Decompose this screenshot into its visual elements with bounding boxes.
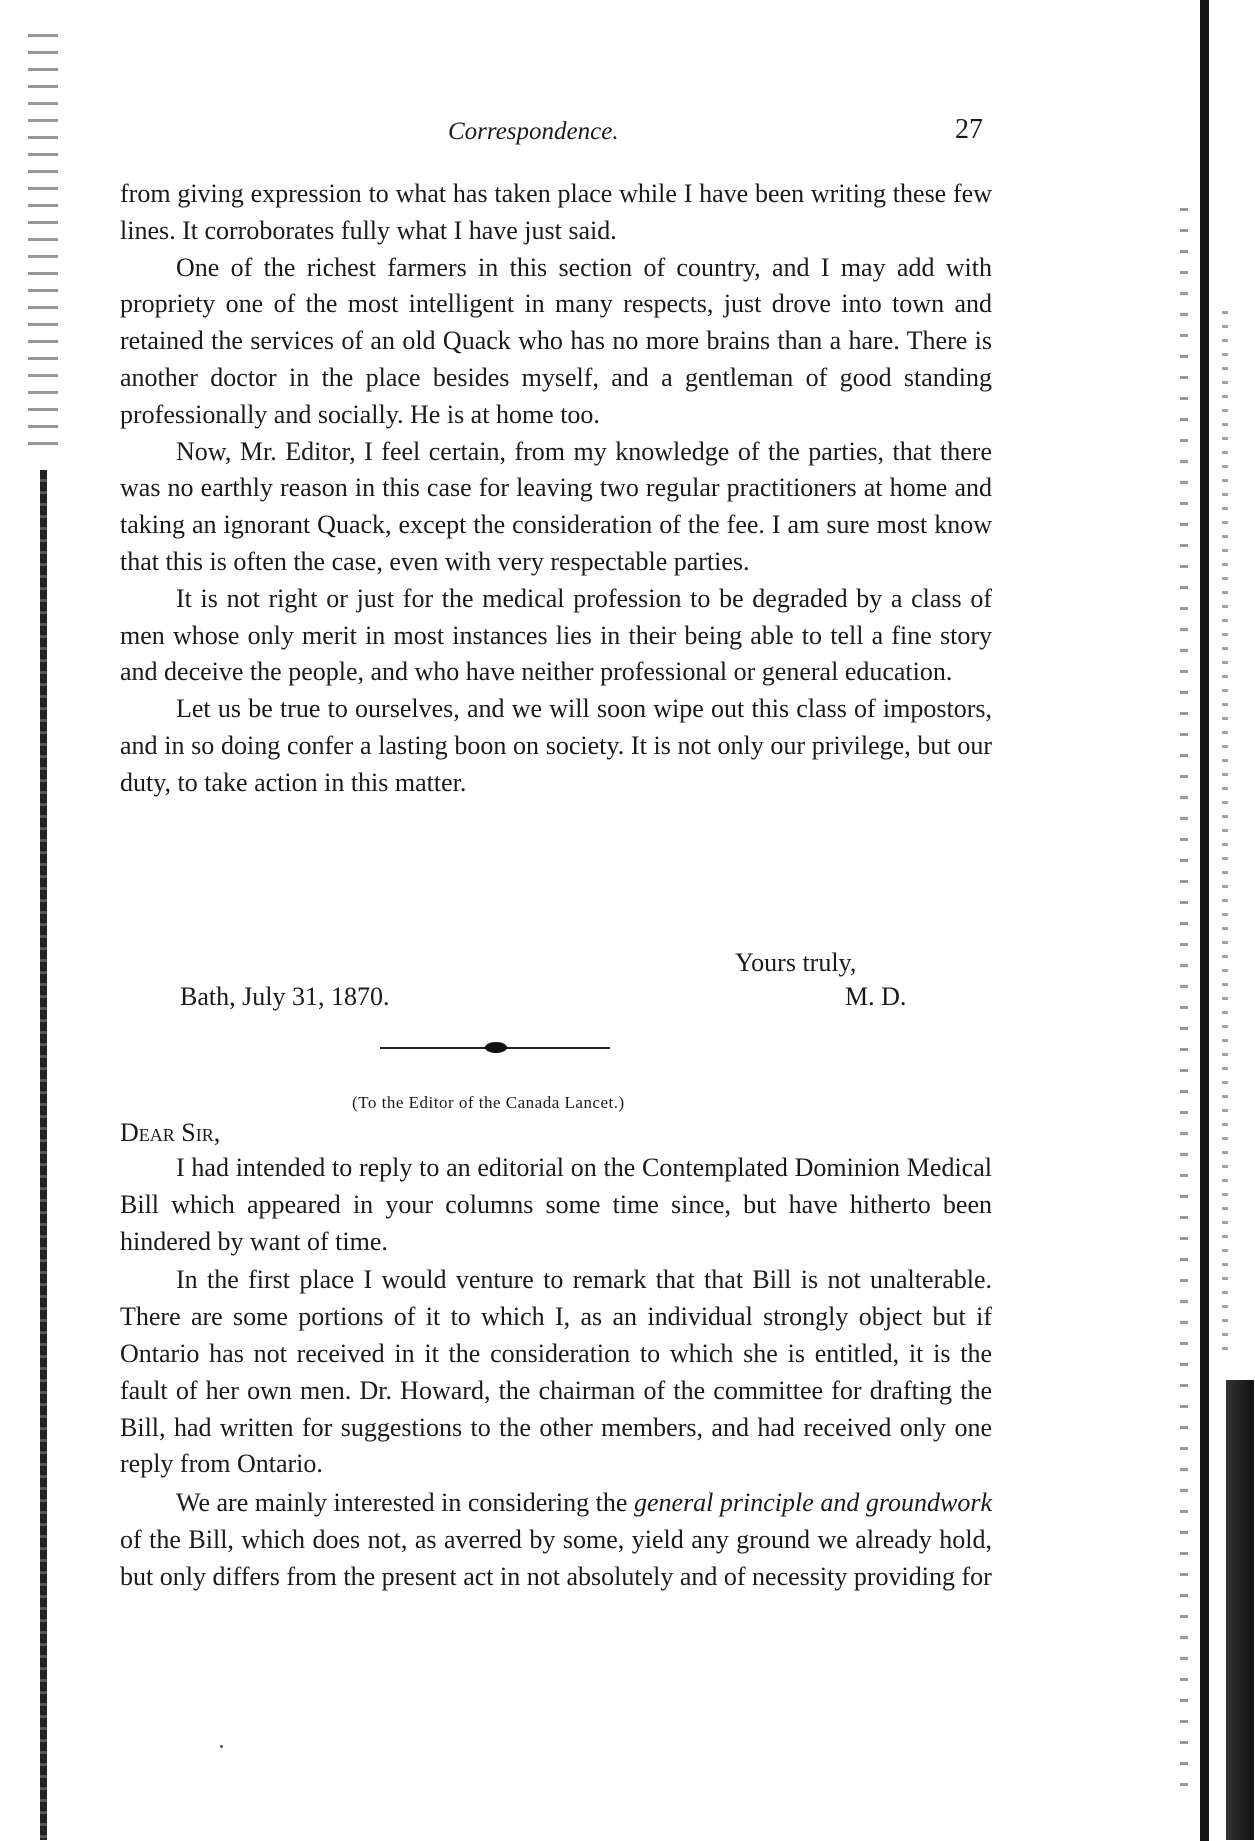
letter-two-body: [120, 1150, 992, 1598]
scan-page-edge: [1200, 0, 1209, 1841]
editor-address-note: (To the Editor of the Canada Lancet.): [352, 1093, 625, 1112]
letter-signature: M. D.: [845, 982, 907, 1011]
scan-page-edge-shadow: [1226, 1380, 1254, 1840]
paragraph: [120, 1485, 992, 1595]
divider-ornament: [485, 1042, 507, 1053]
running-head: Correspondence.: [448, 118, 619, 145]
paragraph: Let us be true to ourselves, and we will soon wipe out this class of impostors, and in so doing confer a lasting boon on society. It is not only our privilege, but our duty, to take action in this matter.: [120, 694, 992, 797]
paragraph-text: of the Bill, which does not, as averred by some, yield any ground we already hold, but only differs from the present act in not absolutely and of necessity providing for: [120, 1524, 992, 1591]
emphasized-phrase: general principle and groundwork: [633, 1488, 992, 1518]
paragraph: One of the richest farmers in this section of country, and I may add with propriety one of the most intelligent in many respects, just drove into town and retained the services of an old Quack who has no more brains than a hare. There is another doctor in the place besides myself, and a gentleman of good standing professionally and socially. He is at home too.: [120, 252, 992, 429]
scan-margin-dots: [1180, 190, 1188, 1790]
paragraph: In the first place I would venture to remark that that Bill is not unalterable. There are some portions of it to which I, as an individual strongly object but if Ontario has not received in it the consideration to which she is entitled, it is the fault of her own men. Dr. Howard, the chairman of the committee for drafting the Bill, had written for suggestions to the other members, and had received only one reply from Ontario.: [120, 1265, 992, 1479]
paragraph: It is not right or just for the medical profession to be degraded by a class of men whose only merit in most instances lies in their being able to tell a fine story and deceive the people, and who have neither professional or general education.: [120, 583, 992, 687]
paragraph-text: We are mainly interested in considering the: [176, 1488, 634, 1518]
paragraph: from giving expression to what has taken place while I have been writing these few lines. It corroborates fully what I have just said.: [120, 179, 992, 245]
paragraph: I had intended to reply to an editorial on the Contemplated Dominion Medical Bill which appeared in your columns some time since, but have hitherto been hindered by want of time.: [120, 1153, 992, 1256]
letter-one-body: [120, 176, 992, 802]
scan-edge-marks: [28, 20, 58, 450]
scan-margin-dots-outer: [1222, 300, 1228, 1360]
paragraph: Now, Mr. Editor, I feel certain, from my knowledge of the parties, that there was no earthly reason in this case for leaving two regular practitioners at home and taking an ignorant Quack, except the consideration of the fee. I am sure most know that this is often the case, even with very respectable parties.: [120, 436, 992, 576]
letter-dateline: Bath, July 31, 1870.: [180, 982, 390, 1011]
scan-binding-edge: [40, 470, 47, 1840]
scan-speck: [220, 1745, 223, 1748]
letter-salutation: Dear Sir,: [120, 1118, 221, 1147]
letter-closing: Yours truly,: [735, 948, 857, 977]
page-number: 27: [955, 114, 983, 145]
